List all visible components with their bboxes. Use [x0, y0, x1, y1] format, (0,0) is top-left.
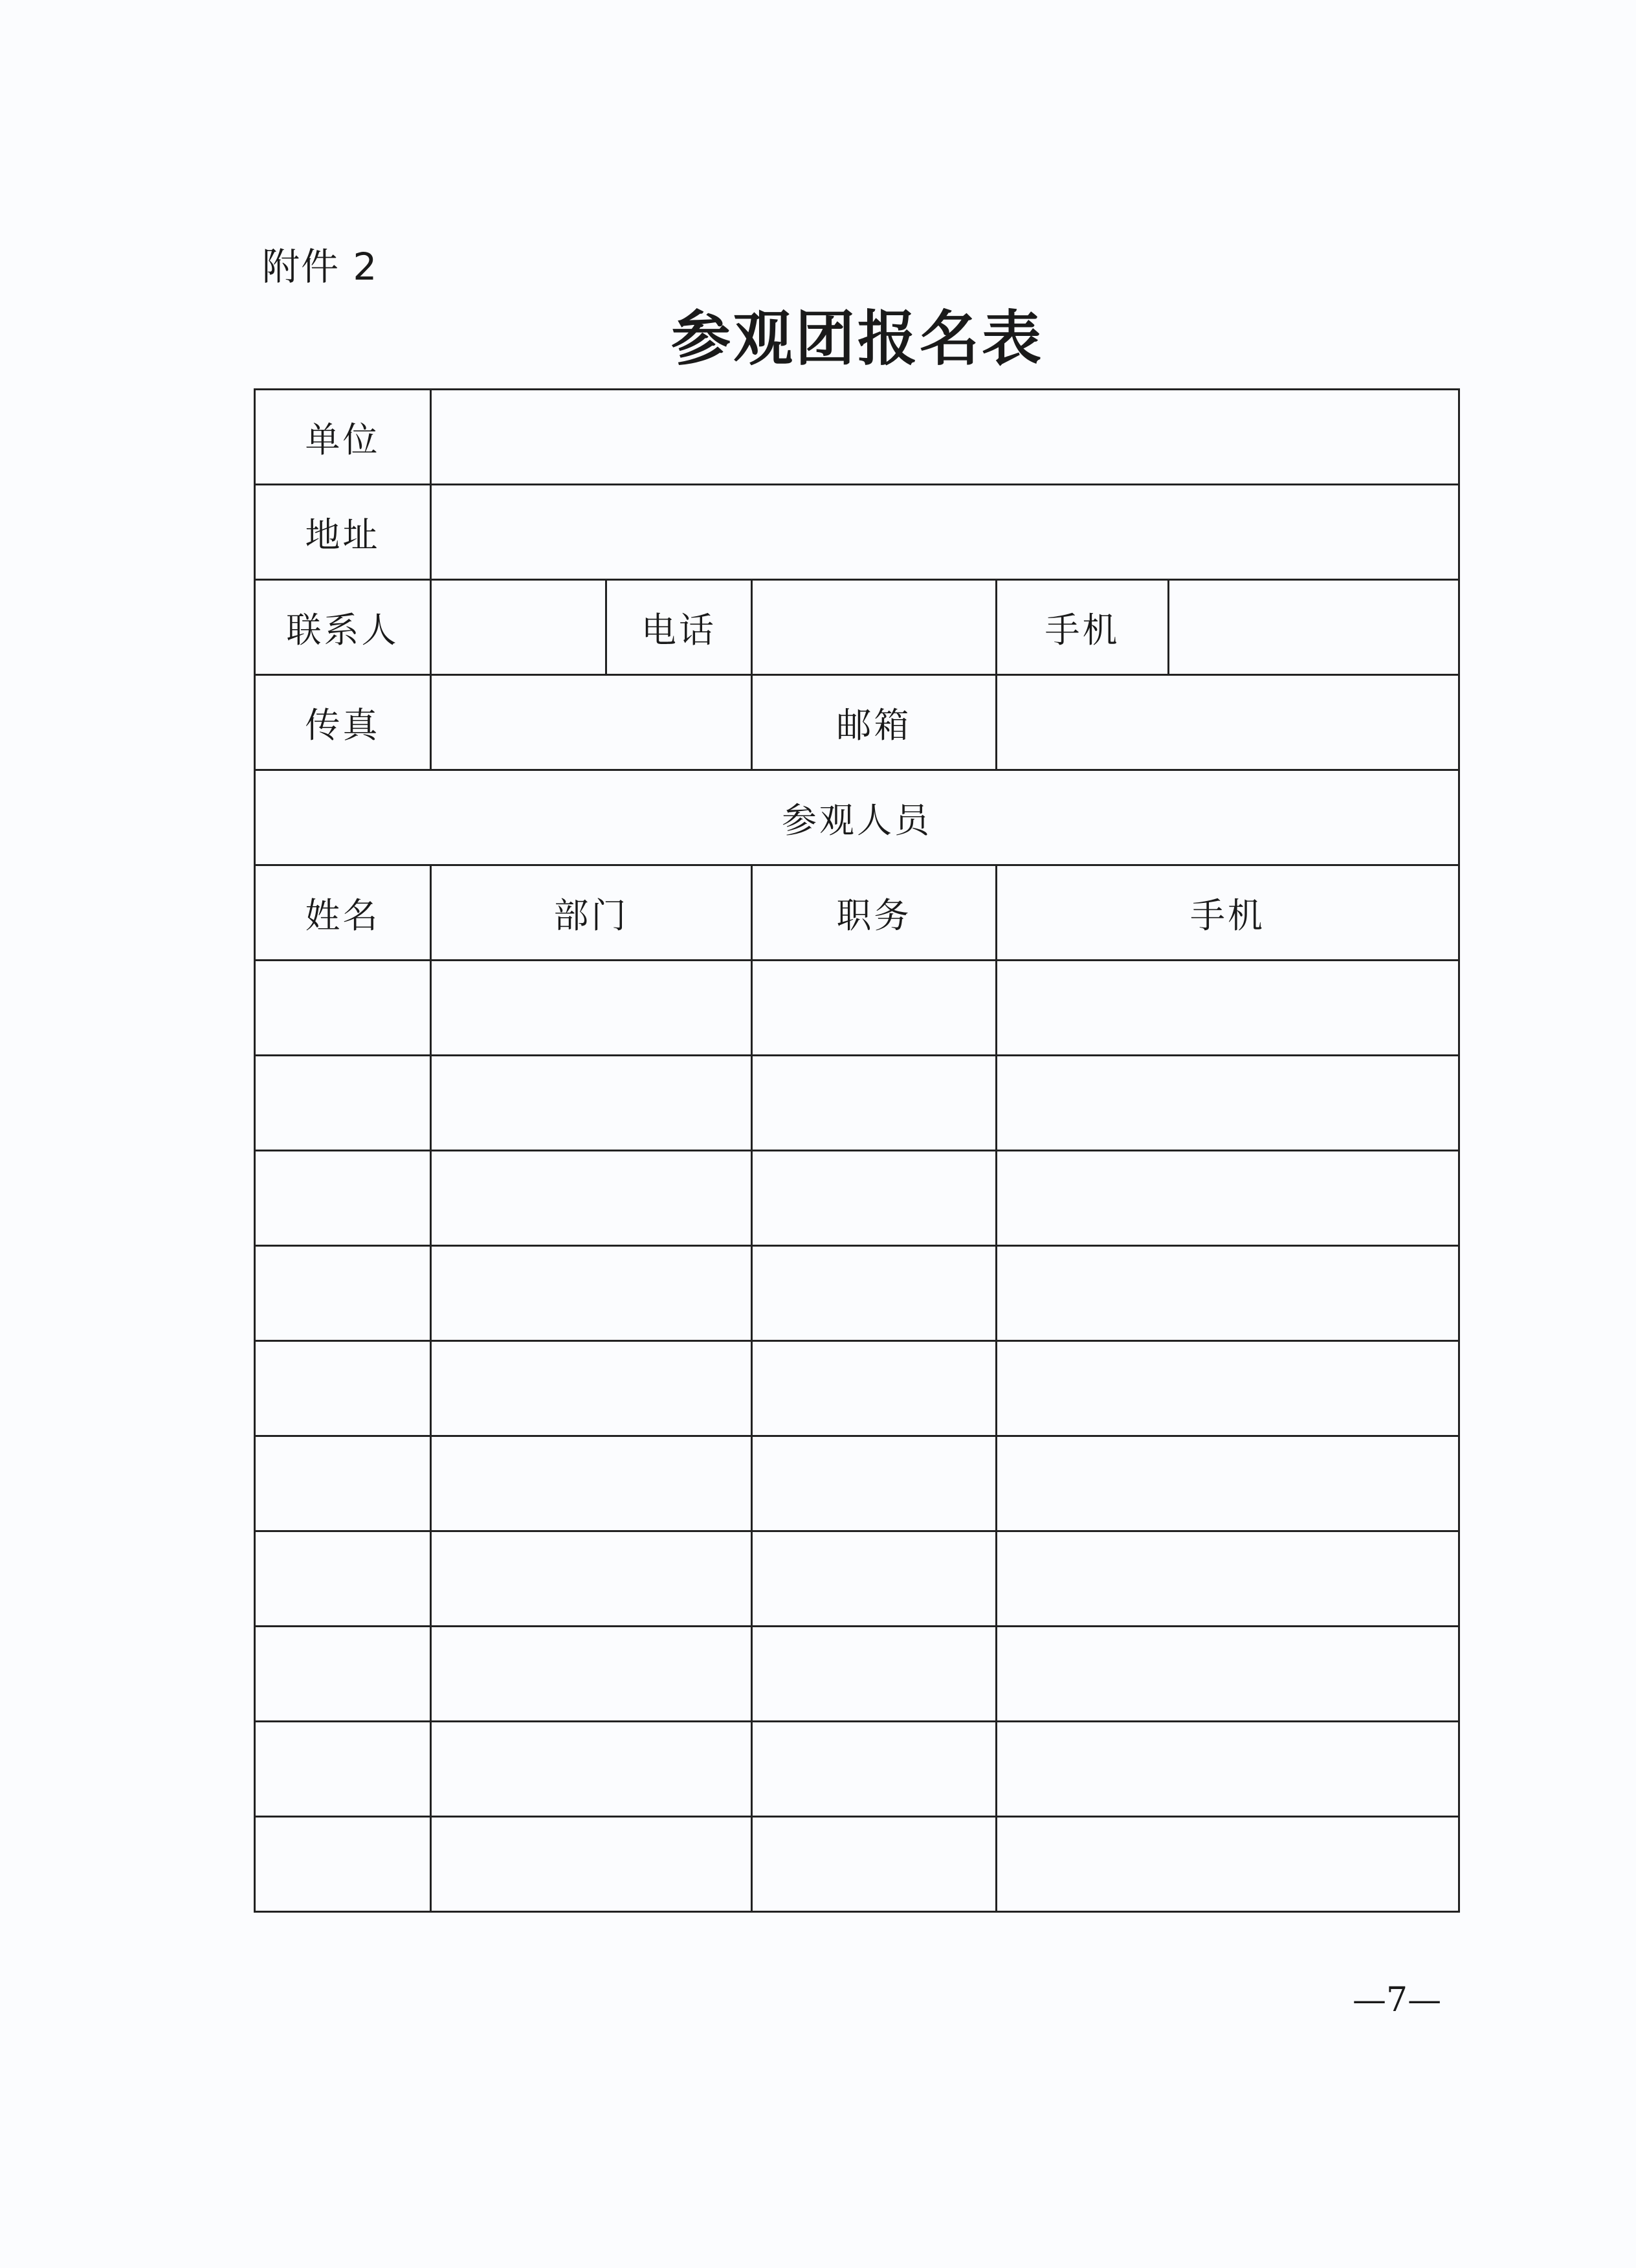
column-header-mobile: 手机	[997, 865, 1459, 961]
name-cell[interactable]	[255, 1436, 431, 1531]
position-cell[interactable]	[752, 1151, 997, 1246]
position-cell[interactable]	[752, 961, 997, 1056]
department-cell[interactable]	[431, 1817, 752, 1912]
email-field[interactable]	[997, 675, 1459, 770]
department-cell[interactable]	[431, 1627, 752, 1722]
contact-field[interactable]	[431, 580, 606, 675]
table-row	[255, 1151, 1459, 1246]
unit-label: 单位	[255, 390, 431, 485]
position-cell[interactable]	[752, 1341, 997, 1436]
column-header-position: 职务	[752, 865, 997, 961]
name-cell[interactable]	[255, 1246, 431, 1341]
mobile-field[interactable]	[1169, 580, 1459, 675]
table-row	[255, 1627, 1459, 1722]
table-row	[255, 1056, 1459, 1151]
contact-label: 联系人	[255, 580, 431, 675]
mobile-cell[interactable]	[997, 1341, 1459, 1436]
name-cell[interactable]	[255, 1056, 431, 1151]
page-number: —7—	[1353, 1981, 1442, 2019]
address-field[interactable]	[431, 485, 1459, 580]
position-cell[interactable]	[752, 1627, 997, 1722]
table-row	[255, 1531, 1459, 1627]
phone-label: 电话	[606, 580, 752, 675]
name-cell[interactable]	[255, 1531, 431, 1627]
column-header-department: 部门	[431, 865, 752, 961]
mobile-cell[interactable]	[997, 1056, 1459, 1151]
registration-form-table	[254, 388, 1460, 1913]
department-cell[interactable]	[431, 1436, 752, 1531]
name-cell[interactable]	[255, 1722, 431, 1817]
unit-field[interactable]	[431, 390, 1459, 485]
mobile-cell[interactable]	[997, 1151, 1459, 1246]
name-cell[interactable]	[255, 1151, 431, 1246]
department-cell[interactable]	[431, 1151, 752, 1246]
department-cell[interactable]	[431, 1722, 752, 1817]
attachment-label: 附件 2	[262, 245, 379, 289]
table-row	[255, 1722, 1459, 1817]
position-cell[interactable]	[752, 1817, 997, 1912]
mobile-label: 手机	[997, 580, 1169, 675]
name-cell[interactable]	[255, 1341, 431, 1436]
unit-row	[255, 390, 1459, 485]
position-cell[interactable]	[752, 1436, 997, 1531]
contact-row	[255, 580, 1459, 675]
position-cell[interactable]	[752, 1056, 997, 1151]
table-row	[255, 1817, 1459, 1912]
position-cell[interactable]	[752, 1531, 997, 1627]
visitor-rows	[255, 961, 1459, 1912]
department-cell[interactable]	[431, 1056, 752, 1151]
email-label: 邮箱	[752, 675, 997, 770]
position-cell[interactable]	[752, 1722, 997, 1817]
address-label: 地址	[255, 485, 431, 580]
name-cell[interactable]	[255, 1817, 431, 1912]
visitors-section-row	[255, 770, 1459, 865]
column-header-name: 姓名	[255, 865, 431, 961]
department-cell[interactable]	[431, 1341, 752, 1436]
department-cell[interactable]	[431, 1531, 752, 1627]
visitors-section-label: 参观人员	[255, 770, 1459, 865]
mobile-cell[interactable]	[997, 1627, 1459, 1722]
phone-field[interactable]	[752, 580, 997, 675]
table-row	[255, 1246, 1459, 1341]
department-cell[interactable]	[431, 1246, 752, 1341]
form-title: 参观团报名表	[670, 304, 1044, 373]
position-cell[interactable]	[752, 1246, 997, 1341]
table-row	[255, 961, 1459, 1056]
name-cell[interactable]	[255, 1627, 431, 1722]
mobile-cell[interactable]	[997, 1246, 1459, 1341]
table-row	[255, 1341, 1459, 1436]
fax-field[interactable]	[431, 675, 752, 770]
mobile-cell[interactable]	[997, 961, 1459, 1056]
department-cell[interactable]	[431, 961, 752, 1056]
table-row	[255, 1436, 1459, 1531]
mobile-cell[interactable]	[997, 1531, 1459, 1627]
visitors-header-row	[255, 865, 1459, 961]
fax-row	[255, 675, 1459, 770]
mobile-cell[interactable]	[997, 1722, 1459, 1817]
mobile-cell[interactable]	[997, 1817, 1459, 1912]
address-row	[255, 485, 1459, 580]
name-cell[interactable]	[255, 961, 431, 1056]
mobile-cell[interactable]	[997, 1436, 1459, 1531]
fax-label: 传真	[255, 675, 431, 770]
